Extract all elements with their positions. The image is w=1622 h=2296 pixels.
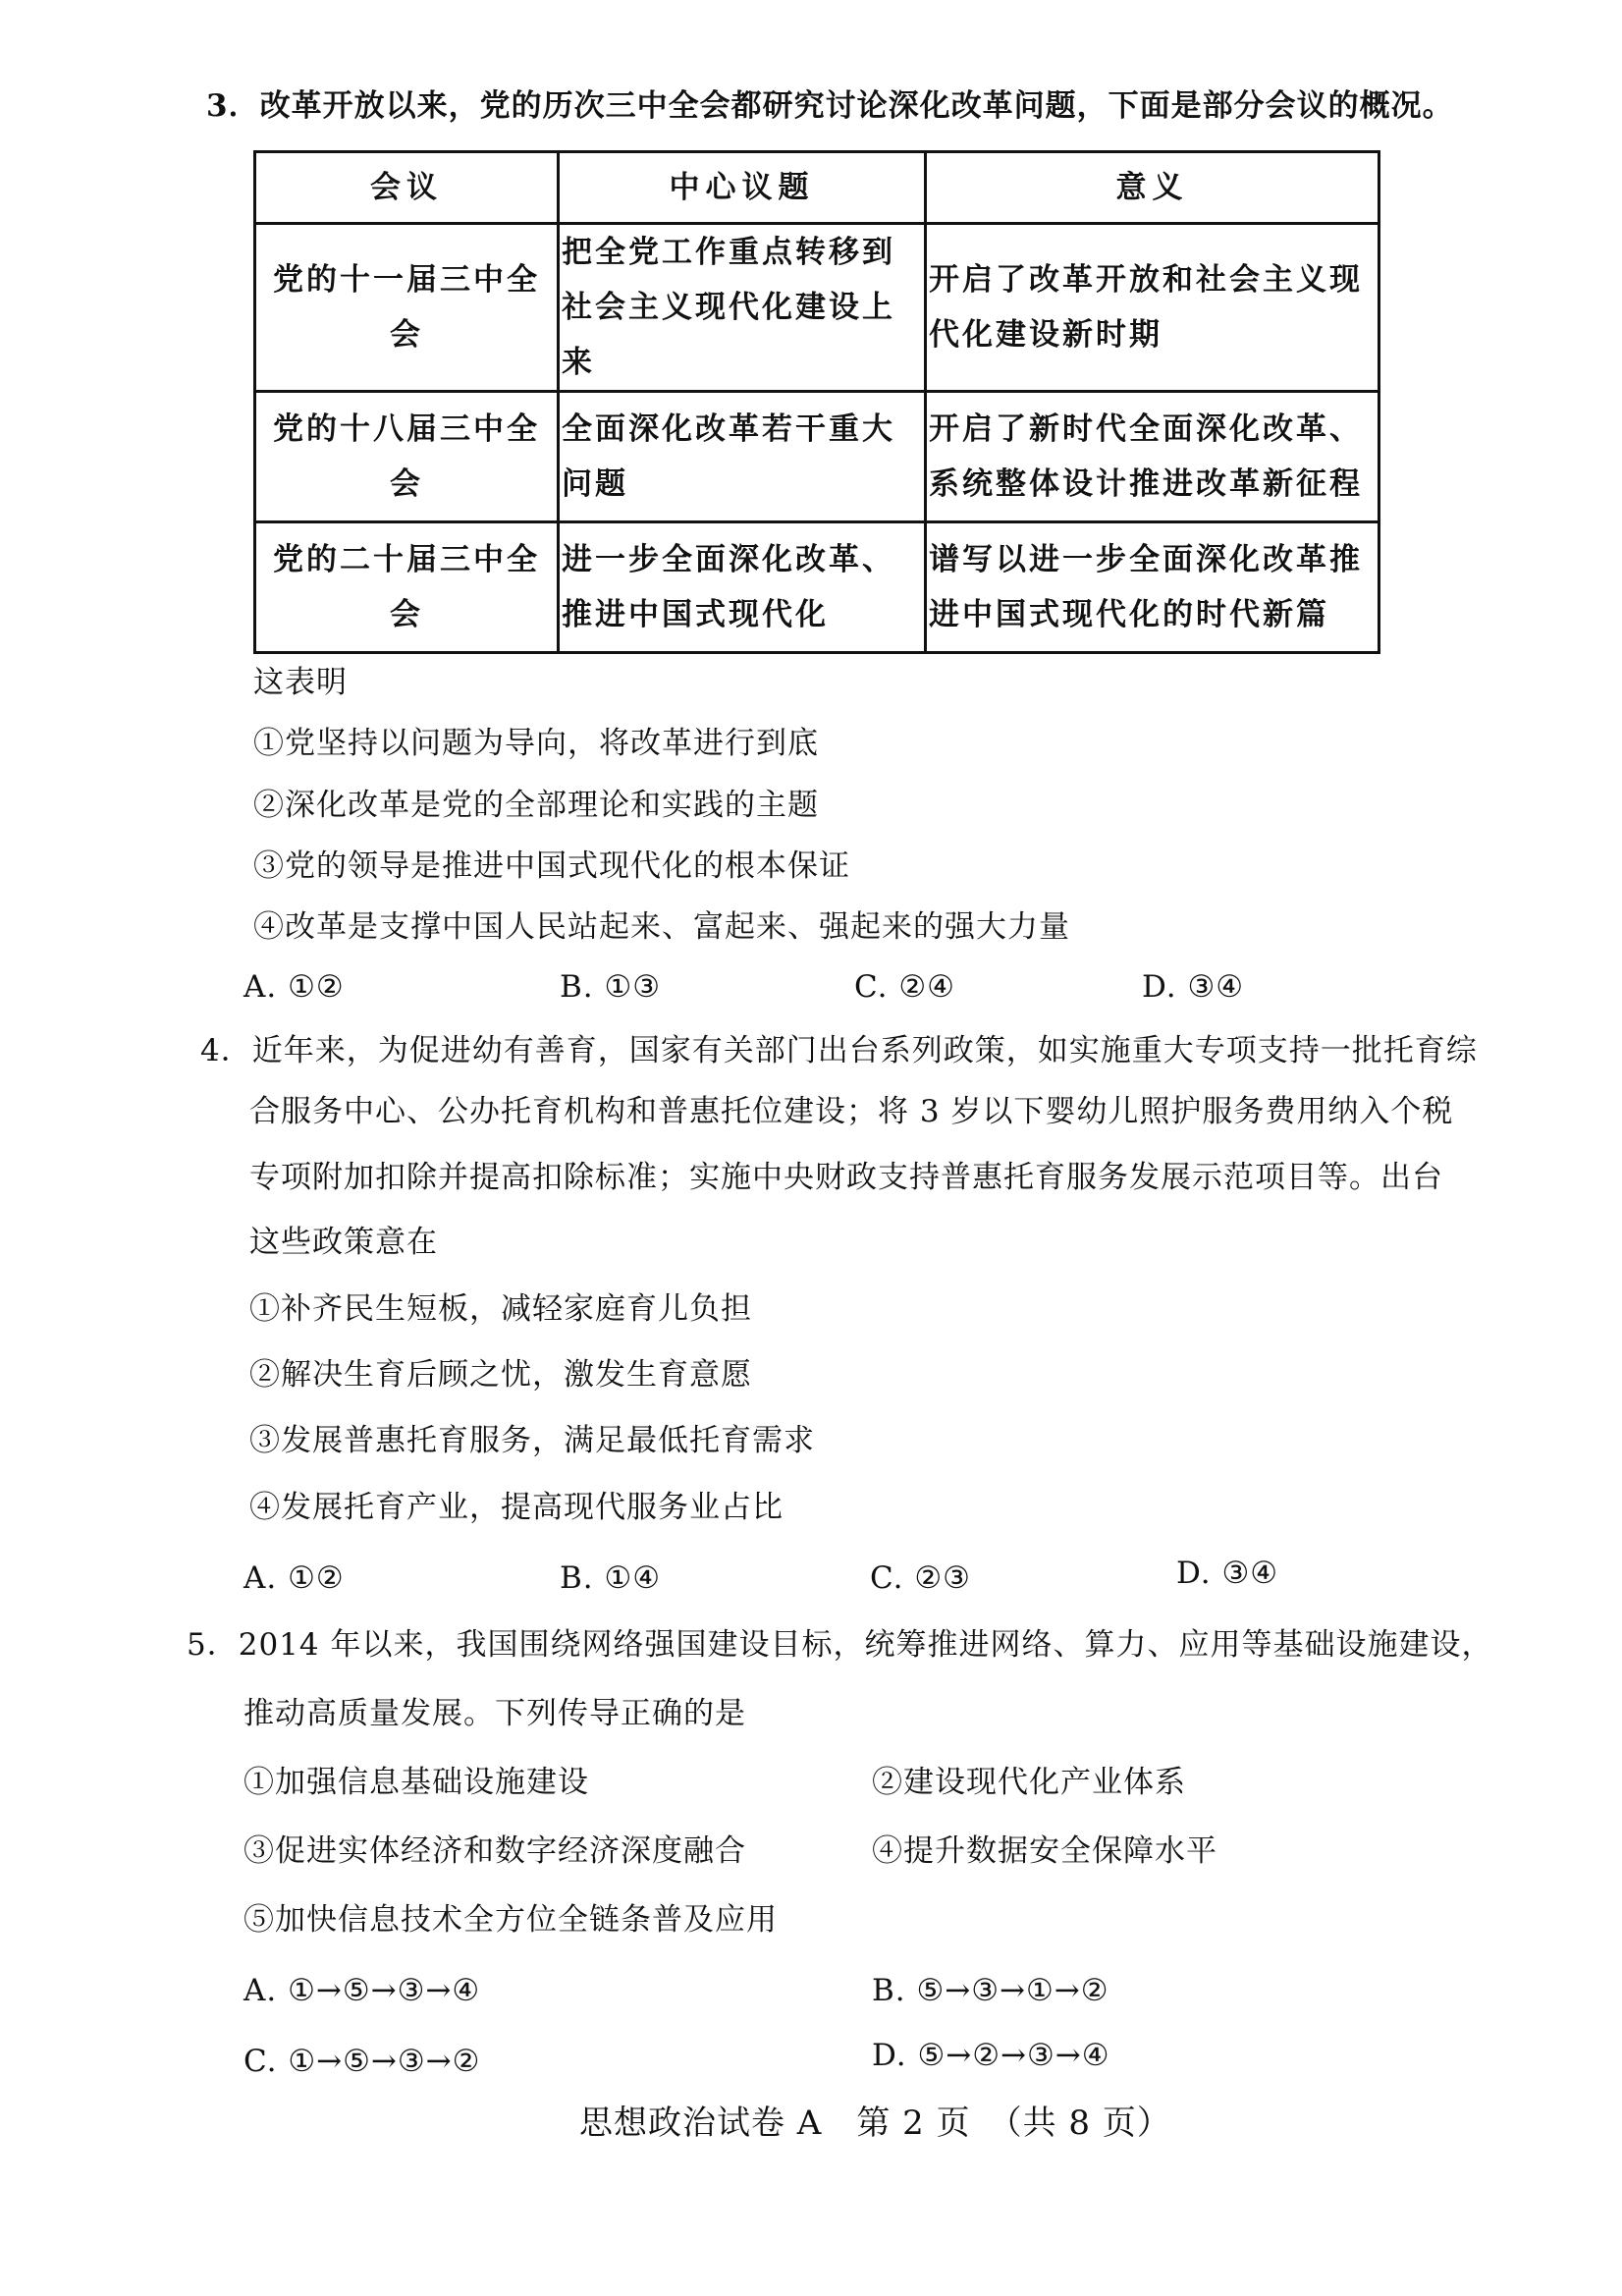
q4-stem-line: 专项附加扣除并提高扣除标准；实施中央财政支持普惠托育服务发展示范项目等。出台 xyxy=(249,1160,1443,1195)
q5-option-c[interactable]: C. ①→⑤→③→② xyxy=(243,2044,481,2079)
q5-statement: ③促进实体经济和数字经济深度融合 xyxy=(243,1833,746,1869)
table-row xyxy=(255,392,1379,522)
q4-statement: ②解决生育后顾之忧，激发生育意愿 xyxy=(249,1357,752,1393)
page-footer: 思想政治试卷 A 第 2 页 （共 8 页） xyxy=(579,2104,1171,2143)
q3-option-b[interactable]: B. ①③ xyxy=(560,969,662,1005)
table-row xyxy=(255,224,1379,392)
q3-lead: 这表明 xyxy=(253,665,348,700)
q4-option-c[interactable]: C. ②③ xyxy=(870,1560,971,1596)
table-header-cell: 中心议题 xyxy=(559,152,926,224)
q5-statement: ①加强信息基础设施建设 xyxy=(243,1765,589,1800)
q5-option-b[interactable]: B. ⑤→③→①→② xyxy=(872,1973,1109,2008)
table-cell: 谱写以进一步全面深化改革推进中国式现代化的时代新篇 xyxy=(926,522,1379,653)
q3-stem: 3．改革开放以来，党的历次三中全会都研究讨论深化改革问题，下面是部分会议的概况。 xyxy=(206,88,1454,124)
table-cell: 党的十一届三中全会 xyxy=(255,224,559,392)
q5-option-d[interactable]: D. ⑤→②→③→④ xyxy=(872,2038,1110,2073)
table-cell: 开启了改革开放和社会主义现代化建设新时期 xyxy=(926,224,1379,392)
q4-option-d[interactable]: D. ③④ xyxy=(1176,1556,1279,1591)
q5-stem-line: 5．2014 年以来，我国围绕网络强国建设目标，统筹推进网络、算力、应用等基础设施建设， xyxy=(187,1627,1493,1663)
q5-option-a[interactable]: A. ①→⑤→③→④ xyxy=(243,1973,481,2008)
table-cell: 全面深化改革若干重大问题 xyxy=(559,392,926,522)
table-cell: 开启了新时代全面深化改革、系统整体设计推进改革新征程 xyxy=(926,392,1379,522)
q3-option-c[interactable]: C. ②④ xyxy=(854,969,955,1005)
q4-option-b[interactable]: B. ①④ xyxy=(560,1560,662,1596)
q4-stem-line: 合服务中心、公办托育机构和普惠托位建设；将 3 岁以下婴幼儿照护服务费用纳入个税 xyxy=(249,1094,1454,1129)
table-header-cell: 意义 xyxy=(926,152,1379,224)
q3-statement: ④改革是支撑中国人民站起来、富起来、强起来的强大力量 xyxy=(253,909,1070,945)
table-cell: 党的十八届三中全会 xyxy=(255,392,559,522)
table-header-cell: 会议 xyxy=(255,152,559,224)
table-cell: 党的二十届三中全会 xyxy=(255,522,559,653)
table-cell: 进一步全面深化改革、推进中国式现代化 xyxy=(559,522,926,653)
q4-stem-line: 这些政策意在 xyxy=(249,1225,438,1260)
q4-stem-line: 4．近年来，为促进幼有善育，国家有关部门出台系列政策，如实施重大专项支持一批托育综 xyxy=(200,1033,1478,1068)
q3-statement: ②深化改革是党的全部理论和实践的主题 xyxy=(253,788,819,823)
q4-statement: ③发展普惠托育服务，满足最低托育需求 xyxy=(249,1423,815,1458)
q4-statement: ①补齐民生短板，减轻家庭育儿负担 xyxy=(249,1291,752,1327)
q4-statement: ④发展托育产业，提高现代服务业占比 xyxy=(249,1490,784,1525)
q3-table xyxy=(253,150,1380,654)
q5-statement: ④提升数据安全保障水平 xyxy=(872,1833,1217,1869)
q4-option-a[interactable]: A. ①② xyxy=(243,1560,345,1596)
q5-stem-line: 推动高质量发展。下列传导正确的是 xyxy=(243,1696,746,1731)
q3-statement: ③党的领导是推进中国式现代化的根本保证 xyxy=(253,848,850,884)
q3-option-d[interactable]: D. ③④ xyxy=(1142,969,1245,1005)
q3-option-a[interactable]: A. ①② xyxy=(243,969,345,1005)
table-header-row xyxy=(255,152,1379,224)
table-row xyxy=(255,522,1379,653)
table-cell: 把全党工作重点转移到社会主义现代化建设上来 xyxy=(559,224,926,392)
q3-statement: ①党坚持以问题为导向，将改革进行到底 xyxy=(253,726,819,761)
q5-statement: ⑤加快信息技术全方位全链条普及应用 xyxy=(243,1902,778,1938)
q5-statement: ②建设现代化产业体系 xyxy=(872,1765,1186,1800)
